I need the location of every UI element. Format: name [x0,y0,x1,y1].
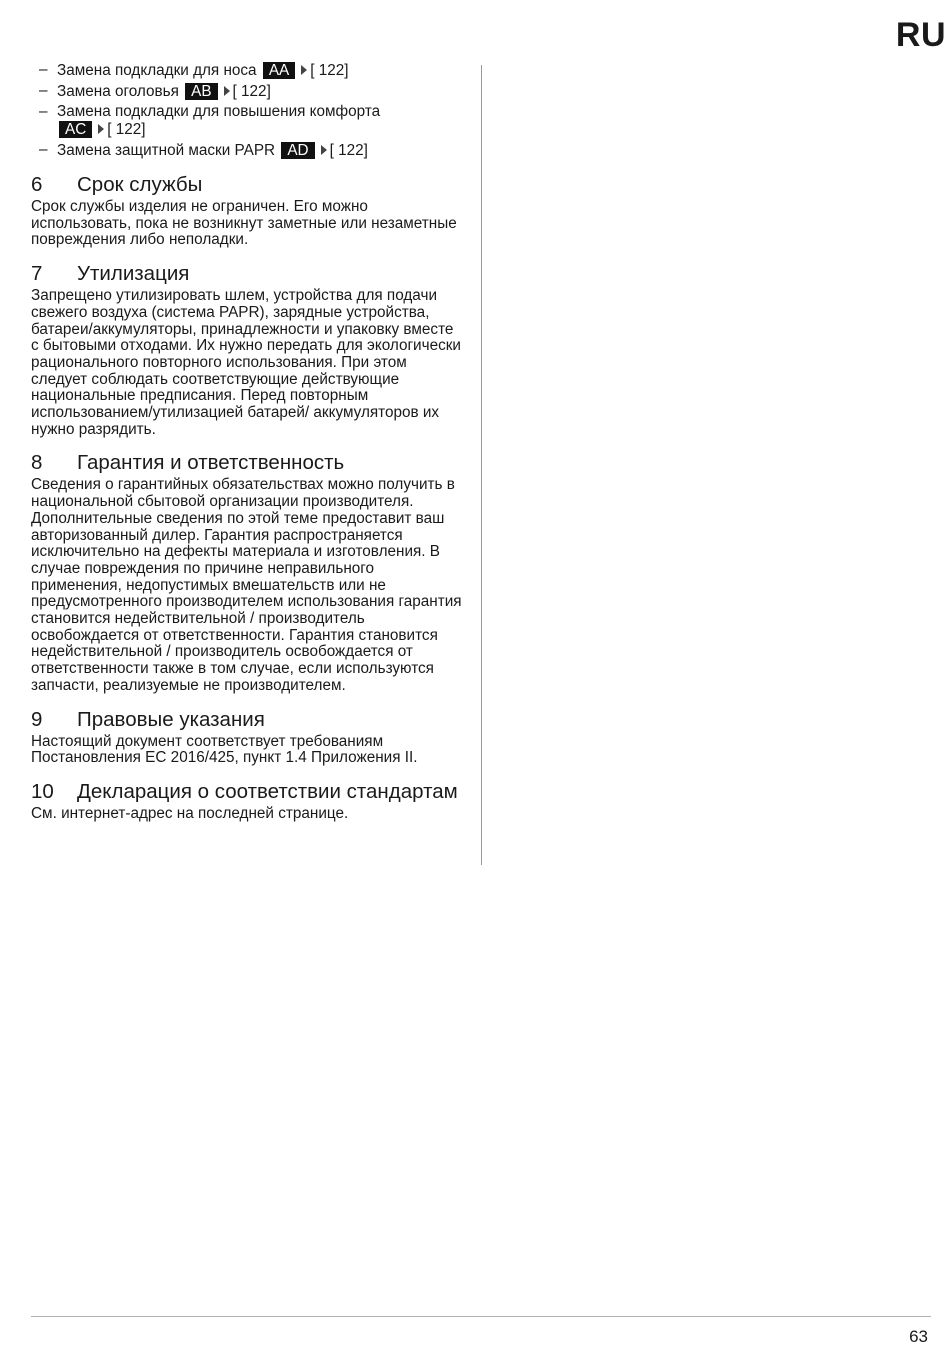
figure-tag: AC [59,121,92,138]
section-title: Срок службы [77,173,203,197]
section-text: Запрещено утилизировать шлем, устройства для подачи свежего воздуха (система PAPR), зарядные устройства, батареи/аккумуляторы, принадлежности и упаковку вместе с бытовыми отходами. Их нужно передать для экологически рационального повторного использования. При этом следует соблюдать соответствующие действующие национальные предписания. Перед повторным использованием/утилизацией батарей/ аккумуляторов их нужно разрядить. [31,287,461,438]
dash-bullet: – [39,141,48,159]
section-text: Сведения о гарантийных обязательствах можно получить в национальной сбытовой организации производителя. Дополнительные сведения по этой теме предоставит ваш авторизованный дилер. Гарантия распространяется исключительно на дефекты материала и изготовления. В случае повреждения по причине неправильного применения, недопустимых вмешательств или не предусмотренного производителем использования гарантия становится недействительной / производитель освобождается от ответственности. Гарантия становится недействительной / производитель освобождается от ответственности также в том случае, если используются запчасти, реализуемые не производителем. [31,476,462,694]
page-reference[interactable]: [ 122] [232,83,271,101]
section-heading [31,262,463,286]
section-declaration [31,780,463,823]
list-item-text: Замена подкладки для носа [57,62,257,79]
page-reference[interactable]: [ 122] [310,62,349,79]
section-service-life [31,173,463,249]
section-heading [31,708,463,732]
section-warranty [31,451,463,694]
section-heading [31,451,463,475]
main-column [31,62,463,823]
section-title: Утилизация [77,262,190,286]
section-number: 6 [31,173,43,197]
section-title: Правовые указания [77,707,265,731]
list-item [31,83,463,101]
section-text: Срок службы изделия не ограничен. Его можно использовать, пока не возникнут заметные или незаметные повреждения либо неполадки. [31,198,457,249]
section-disposal [31,262,463,438]
section-text: См. интернет-адрес на последней странице. [31,805,349,822]
list-item [31,142,463,160]
page-number: 63 [909,1327,928,1346]
page-reference[interactable]: [ 122] [329,142,368,160]
list-item-text: Замена защитной маски PAPR [57,142,276,160]
list-item [31,104,463,138]
list-item [31,62,463,80]
arrow-right-icon [321,145,327,155]
language-code: RU [895,16,946,54]
column-divider [481,65,482,865]
replacement-list [31,62,463,160]
section-number: 10 [31,780,54,803]
list-item-text: Замена подкладки для повышения комфорта [57,103,381,121]
section-number: 9 [31,707,43,731]
section-text: Настоящий документ соответствует требованиям Постановления ЕС 2016/425, пункт 1.4 Приложения II. [31,732,418,767]
section-heading [31,780,463,804]
arrow-right-icon [301,65,307,75]
dash-bullet: – [39,103,48,121]
arrow-right-icon [224,86,230,96]
figure-tag: AD [281,142,314,159]
figure-tag: AB [185,83,217,100]
figure-tag: AA [263,62,295,79]
dash-bullet: – [39,61,48,78]
section-title: Гарантия и ответственность [77,451,345,475]
page-reference[interactable]: [ 122] [107,121,146,139]
footer-divider [31,1316,931,1317]
section-number: 7 [31,262,43,286]
section-title: Декларация о соответствии стандартам [77,780,458,803]
section-number: 8 [31,451,43,475]
list-item-text: Замена оголовья [57,83,179,101]
section-heading [31,173,463,197]
dash-bullet: – [39,82,48,100]
section-legal [31,708,463,767]
arrow-right-icon [98,124,104,134]
